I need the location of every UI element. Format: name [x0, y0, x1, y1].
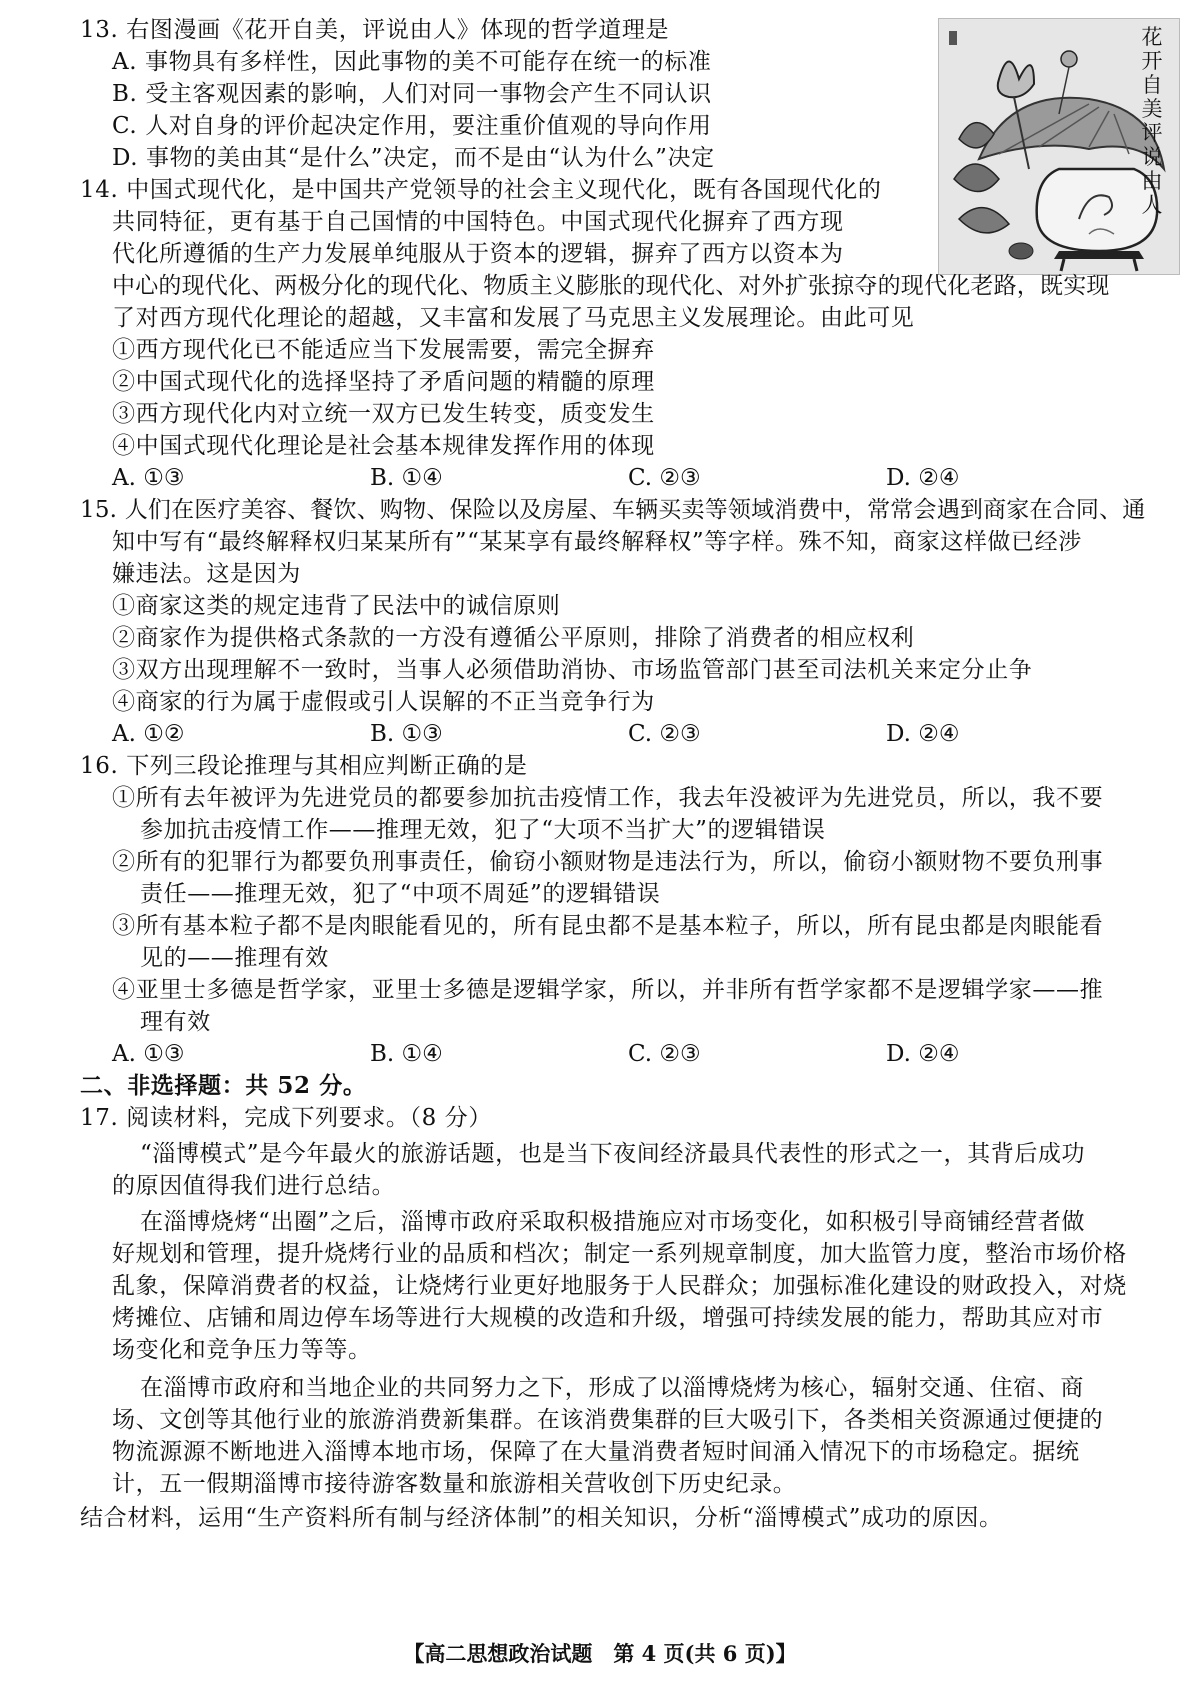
q17-para-2a: 在淄博烧烤“出圈”之后，淄博市政府采取积极措施应对市场变化，如积极引导商铺经营者做 — [140, 1209, 1086, 1235]
section-2-heading: 二、非选择题：共 52 分。 — [80, 1072, 367, 1099]
q17-para-3b: 场、文创等其他行业的旅游消费新集群。在该消费集群的巨大吸引下，各类相关资源通过便捷的 — [112, 1407, 1104, 1433]
q15-item-1: ①商家这类的规定违背了民法中的诚信原则 — [112, 593, 561, 619]
q17-stem: 17. 阅读材料，完成下列要求。（8 分） — [80, 1105, 492, 1131]
q17-para-2d: 烤摊位、店铺和周边停车场等进行大规模的改造和升级，增强可持续发展的能力，帮助其应对市 — [112, 1305, 1104, 1331]
q15-item-4: ④商家的行为属于虚假或引人误解的不正当竞争行为 — [112, 689, 655, 715]
q17-para-1b: 的原因值得我们进行总结。 — [112, 1173, 396, 1199]
q14-line-4: 中心的现代化、两极分化的现代化、物质主义膨胀的现代化、对外扩张掠夺的现代化老路，既实现 — [112, 273, 1110, 299]
q16-choice-a: A. ①③ — [112, 1041, 185, 1067]
q15-line-3: 嫌违法。这是因为 — [112, 561, 301, 587]
q16-item-3a: ③所有基本粒子都不是肉眼能看见的，所有昆虫都不是基本粒子，所以，所有昆虫都是肉眼能看 — [112, 913, 1104, 939]
q15-line-1: 15. 人们在医疗美容、餐饮、购物、保险以及房屋、车辆买卖等领域消费中，常常会遇到商家在合同、通 — [80, 497, 1146, 523]
q16-choice-d: D. ②④ — [886, 1041, 960, 1067]
page-footer: 【高二思想政治试题 第 4 页(共 6 页)】 — [403, 1641, 797, 1666]
q15-choice-b: B. ①③ — [370, 721, 443, 747]
q13-option-b: B. 受主客观因素的影响，人们对同一事物会产生不同认识 — [112, 81, 712, 107]
q17-task: 结合材料，运用“生产资料所有制与经济体制”的相关知识，分析“淄博模式”成功的原因。 — [80, 1505, 1003, 1531]
q16-item-4a: ④亚里士多德是哲学家，亚里士多德是逻辑学家，所以，并非所有哲学家都不是逻辑学家——推 — [112, 977, 1104, 1003]
q17-para-2c: 乱象，保障消费者的权益，让烧烤行业更好地服务于人民群众；加强标准化建设的财政投入，对烧 — [112, 1273, 1127, 1299]
q16-stem: 16. 下列三段论推理与其相应判断正确的是 — [80, 753, 528, 779]
q16-choice-b: B. ①④ — [370, 1041, 443, 1067]
q16-choices — [0, 1038, 1200, 1070]
q14-choice-a: A. ①③ — [112, 465, 185, 491]
q15-item-2: ②商家作为提供格式条款的一方没有遵循公平原则，排除了消费者的相应权利 — [112, 625, 915, 651]
q17-para-3d: 计，五一假期淄博市接待游客数量和旅游相关营收创下历史纪录。 — [112, 1471, 797, 1497]
q14-line-2: 共同特征，更有基于自己国情的中国特色。中国式现代化摒弃了西方现 — [112, 209, 844, 235]
q15-line-2: 知中写有“最终解释权归某某所有”“某某享有最终解释权”等字样。殊不知，商家这样做已经涉 — [112, 529, 1082, 555]
q14-line-1: 14. 中国式现代化，是中国共产党领导的社会主义现代化，既有各国现代化的 — [80, 177, 882, 203]
q14-choice-b: B. ①④ — [370, 465, 443, 491]
q13-option-c: C. 人对自身的评价起决定作用，要注重价值观的导向作用 — [112, 113, 712, 139]
q15-choice-d: D. ②④ — [886, 721, 960, 747]
q16-item-2a: ②所有的犯罪行为都要负刑事责任，偷窃小额财物是违法行为，所以，偷窃小额财物不要负刑事 — [112, 849, 1104, 875]
q17-para-3c: 物流源源不断地进入淄博本地市场，保障了在大量消费者短时间涌入情况下的市场稳定。据统 — [112, 1439, 1080, 1465]
q13-stem: 13. 右图漫画《花开自美，评说由人》体现的哲学道理是 — [80, 17, 670, 43]
q17-para-2e: 场变化和竞争压力等等。 — [112, 1337, 372, 1363]
q13-option-d: D. 事物的美由其“是什么”决定，而不是由“认为什么”决定 — [112, 145, 715, 171]
q13-option-a: A. 事物具有多样性，因此事物的美不可能存在统一的标准 — [112, 49, 712, 75]
q16-item-1b: 参加抗击疫情工作——推理无效，犯了“大项不当扩大”的逻辑错误 — [140, 817, 826, 843]
q17-para-3a: 在淄博市政府和当地企业的共同努力之下，形成了以淄博烧烤为核心，辐射交通、住宿、商 — [140, 1375, 1084, 1401]
q15-item-3: ③双方出现理解不一致时，当事人必须借助消协、市场监管部门甚至司法机关来定分止争 — [112, 657, 1033, 683]
q16-item-1a: ①所有去年被评为先进党员的都要参加抗击疫情工作，我去年没被评为先进党员，所以，我不要 — [112, 785, 1104, 811]
q15-choices — [0, 718, 1200, 750]
q14-item-3: ③西方现代化内对立统一双方已发生转变，质变发生 — [112, 401, 655, 427]
q15-choice-a: A. ①② — [112, 721, 185, 747]
cartoon-title: 花开自美评说由人 — [1141, 25, 1163, 217]
cartoon-illustration — [938, 18, 1180, 275]
q16-choice-c: C. ②③ — [628, 1041, 701, 1067]
q14-choice-c: C. ②③ — [628, 465, 701, 491]
q14-item-4: ④中国式现代化理论是社会基本规律发挥作用的体现 — [112, 433, 655, 459]
q16-item-4b: 理有效 — [140, 1009, 211, 1035]
q17-para-2b: 好规划和管理，提升烧烤行业的品质和档次；制定一系列规章制度，加大监管力度，整治市场价格 — [112, 1241, 1127, 1267]
q14-item-1: ①西方现代化已不能适应当下发展需要，需完全摒弃 — [112, 337, 655, 363]
q16-item-3b: 见的——推理有效 — [140, 945, 329, 971]
q14-choices — [0, 462, 1200, 494]
q14-line-5: 了对西方现代化理论的超越，又丰富和发展了马克思主义发展理论。由此可见 — [112, 305, 915, 331]
q14-line-3: 代化所遵循的生产力发展单纯服从于资本的逻辑，摒弃了西方以资本为 — [112, 241, 844, 267]
q17-para-1a: “淄博模式”是今年最火的旅游话题，也是当下夜间经济最具代表性的形式之一，其背后成功 — [140, 1141, 1086, 1167]
q14-item-2: ②中国式现代化的选择坚持了矛盾问题的精髓的原理 — [112, 369, 655, 395]
q16-item-2b: 责任——推理无效，犯了“中项不周延”的逻辑错误 — [140, 881, 661, 907]
q14-choice-d: D. ②④ — [886, 465, 960, 491]
q15-choice-c: C. ②③ — [628, 721, 701, 747]
